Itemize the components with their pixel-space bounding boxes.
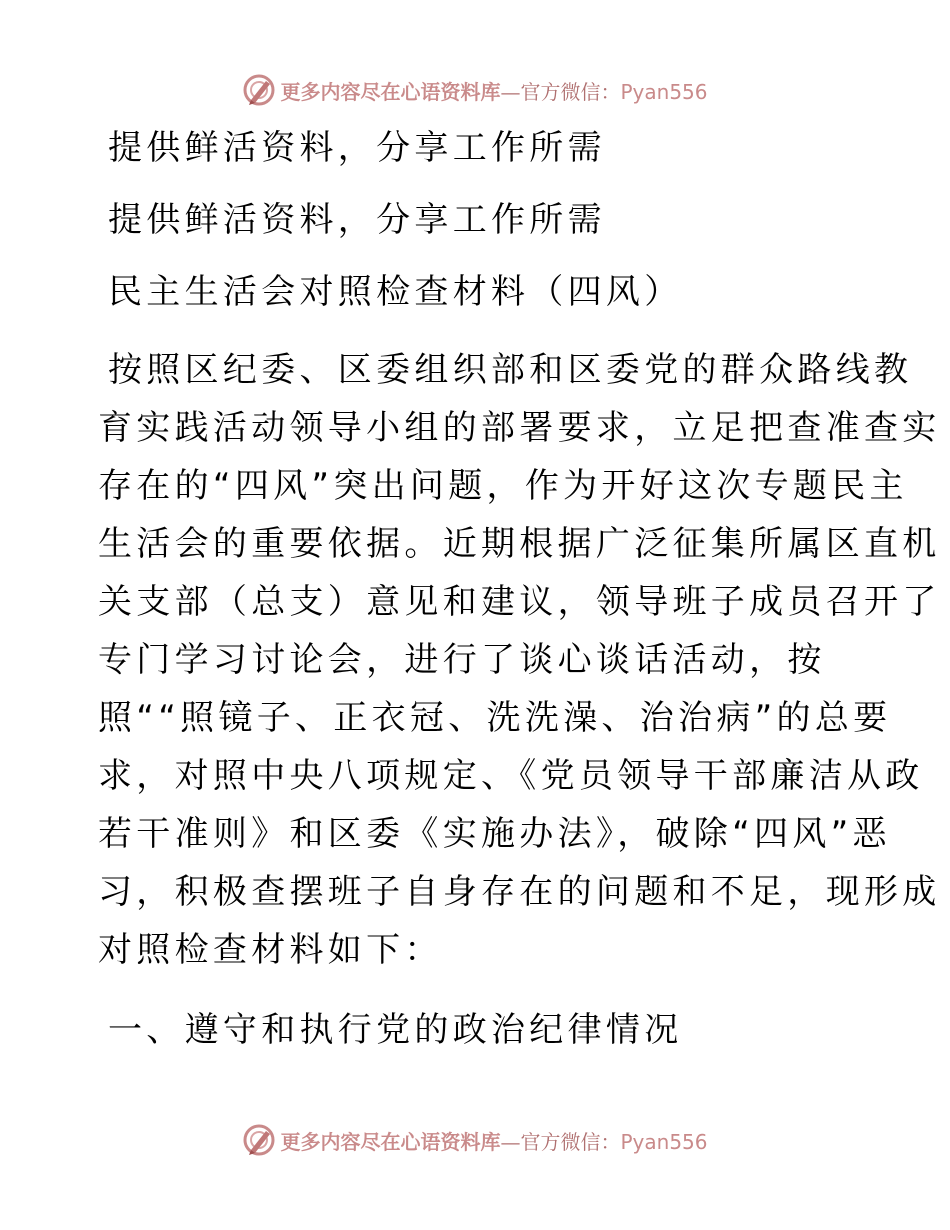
section-heading: 一、遵守和执行党的政治纪律情况 xyxy=(108,1010,683,1050)
banner-official-label: 官方微信： xyxy=(520,79,621,104)
paragraph-line: 专门学习讨论会，进行了谈心谈话活动，按 xyxy=(98,640,826,680)
banner-brand: 更多内容尽在心语资料库 xyxy=(280,1129,501,1154)
tagline-line: 提供鲜活资料，分享工作所需 xyxy=(108,200,606,240)
paragraph-line: 生活会的重要依据。近期根据广泛征集所属区直机 xyxy=(98,524,941,564)
paragraph-line: 对照检查材料如下： xyxy=(98,930,443,970)
paragraph-line: 若干准则》和区委《实施办法》，破除“四风”恶 xyxy=(98,814,891,854)
footer-banner xyxy=(0,1120,950,1160)
paragraph-line: 习，积极查摆班子自身存在的问题和不足，现形成 xyxy=(98,872,941,912)
paragraph-line: 存在的“四风”突出问题，作为开好这次专题民主 xyxy=(98,466,908,506)
paragraph-line: 育实践活动领导小组的部署要求，立足把查准查实 xyxy=(98,408,941,448)
banner-text xyxy=(280,1126,707,1155)
banner-wechat-id: Pyan556 xyxy=(620,79,708,104)
banner-wechat-id: Pyan556 xyxy=(620,1129,708,1154)
banner-brand: 更多内容尽在心语资料库 xyxy=(280,79,501,104)
banner-official-label: 官方微信： xyxy=(520,1129,621,1154)
banner-dash: — xyxy=(500,1129,521,1154)
paragraph-line: 按照区纪委、区委组织部和区委党的群众路线教 xyxy=(108,350,913,390)
document-title: 民主生活会对照检查材料（四风） xyxy=(108,272,683,312)
paragraph-line: 求，对照中央八项规定、《党员领导干部廉洁从政 xyxy=(98,756,924,796)
tagline-line: 提供鲜活资料，分享工作所需 xyxy=(108,128,606,168)
paragraph-line: 关支部（总支）意见和建议，领导班子成员召开了 xyxy=(98,582,941,622)
paragraph-line: 照““照镜子、正衣冠、洗洗澡、治治病”的总要 xyxy=(98,698,892,738)
banner-dash: — xyxy=(500,79,521,104)
pen-logo-icon xyxy=(242,1123,276,1157)
